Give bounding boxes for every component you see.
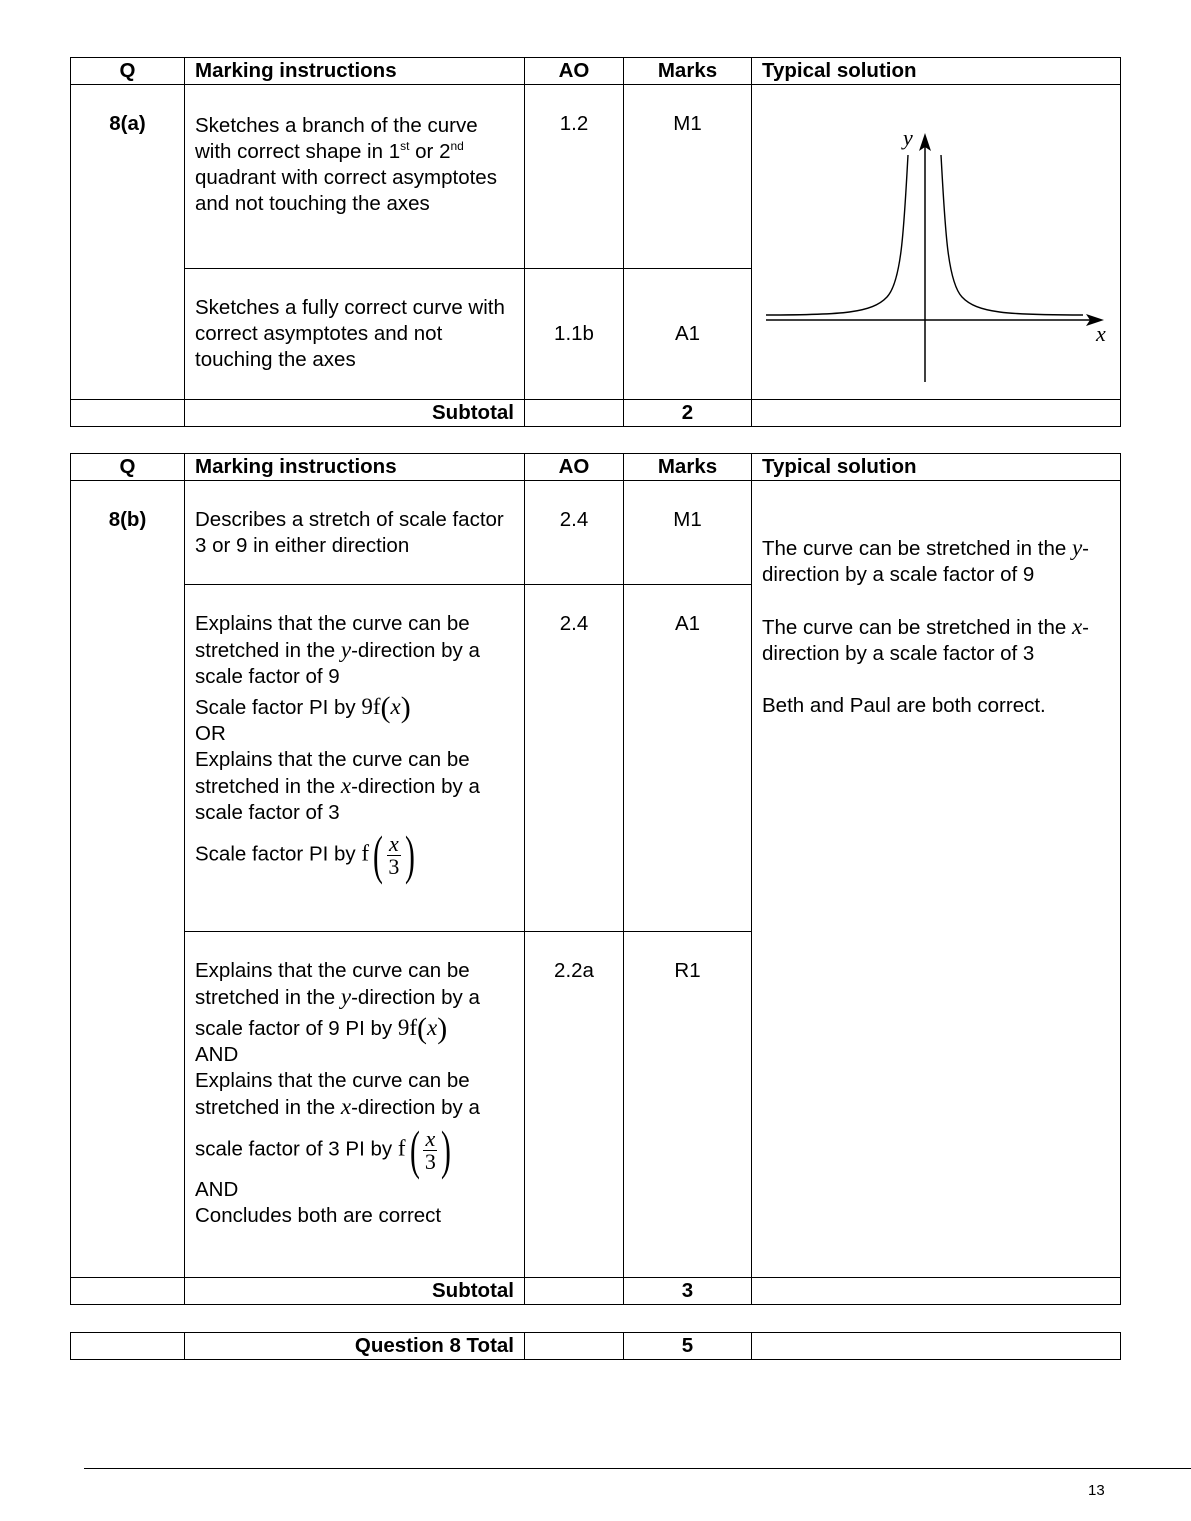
empty-cell <box>752 1333 1121 1360</box>
instr-part: scale factor of 3 PI by <box>195 1137 398 1161</box>
var-x: x <box>390 694 401 719</box>
instr-part: -direction by a scale factor of 3 <box>195 775 480 824</box>
table-8b <box>70 453 1121 1305</box>
spacer <box>762 667 1110 693</box>
mark-value: R1 <box>624 932 752 1278</box>
solution-line-1 <box>762 535 1110 588</box>
instr-line <box>195 1068 514 1121</box>
frac-den: 3 <box>388 853 400 879</box>
instr-line <box>195 611 514 690</box>
header-q: Q <box>71 454 185 481</box>
mark-value: M1 <box>624 481 752 585</box>
sol-part: The curve can be stretched in the <box>762 616 1072 639</box>
frac-num: x <box>389 830 399 856</box>
empty-cell <box>525 1278 624 1305</box>
sol-part: -direction by a scale factor of 9 <box>762 537 1089 586</box>
var-x: x <box>1071 614 1083 639</box>
paren: ( <box>373 825 383 885</box>
frac-den: 3 <box>424 1148 436 1174</box>
graph-x-label: x <box>1096 321 1106 346</box>
empty-cell <box>525 1333 624 1360</box>
var-y: y <box>1071 535 1083 560</box>
empty-cell <box>71 1278 185 1305</box>
question-number: 8(b) <box>71 481 185 1278</box>
solution-line-3: Beth and Paul are both correct. <box>762 694 1046 717</box>
instr-part: -direction by a scale factor of 9 <box>195 639 480 688</box>
paren: ( <box>417 1012 427 1045</box>
empty-cell <box>752 400 1121 427</box>
paren: ( <box>409 1120 420 1180</box>
mark-value: A1 <box>624 268 752 399</box>
subtotal-label: Subtotal <box>185 1278 525 1305</box>
instr-part: Scale factor PI by <box>195 696 362 719</box>
header-ao: AO <box>525 58 624 85</box>
var-y: y <box>340 637 352 662</box>
empty-cell <box>752 1278 1121 1305</box>
total-value: 5 <box>624 1333 752 1360</box>
footer-divider <box>84 1468 1191 1469</box>
instruction-text <box>185 932 525 1278</box>
var-x: x <box>340 1094 352 1119</box>
graph-y-label: y <box>903 125 913 150</box>
mark-value: A1 <box>624 585 752 932</box>
instr-part: Sketches a branch of the curve with correct shape in 1 <box>195 114 478 163</box>
empty-cell <box>525 400 624 427</box>
and-text: AND <box>195 1043 239 1066</box>
subtotal-value: 2 <box>624 400 752 427</box>
instr-line <box>195 1120 514 1180</box>
ao-value: 1.2 <box>525 85 624 269</box>
instr-part: scale factor of 9 PI by <box>195 1017 398 1040</box>
header-solution: Typical solution <box>752 454 1121 481</box>
header-marks: Marks <box>624 58 752 85</box>
empty-cell <box>71 400 185 427</box>
instr-line <box>195 825 514 885</box>
math-9f: 9f <box>361 694 381 719</box>
header-row <box>71 454 1121 481</box>
instr-part: Explains that the curve can be stretched in the <box>195 748 470 798</box>
hyperbola-sketch <box>752 85 1121 399</box>
or-text: OR <box>195 722 226 745</box>
var-y: y <box>340 984 352 1009</box>
row-8a-1 <box>71 85 1121 269</box>
instruction-text <box>185 585 525 932</box>
instr-part: -direction by a <box>351 1096 480 1119</box>
frac-num: x <box>425 1125 436 1151</box>
instruction-text: Sketches a fully correct curve with correct asymptotes and not touching the axes <box>185 268 525 399</box>
paren: ) <box>437 1012 448 1045</box>
paren: ( <box>380 691 391 724</box>
instr-part: Explains that the curve can be stretched in the <box>195 612 470 662</box>
paren: ) <box>441 1120 452 1180</box>
header-instructions: Marking instructions <box>185 58 525 85</box>
math-9f: 9f <box>397 1015 417 1040</box>
instr-part: -direction by a <box>351 986 480 1009</box>
instr-line <box>195 1012 514 1045</box>
sup-nd: nd <box>450 139 464 154</box>
instr-part: Explains that the curve can be stretched in the <box>195 959 470 1009</box>
header-marks: Marks <box>624 454 752 481</box>
empty-cell <box>71 1333 185 1360</box>
solution-text <box>752 481 1121 1278</box>
and-text: AND <box>195 1178 239 1201</box>
paren: ) <box>404 825 415 885</box>
solution-graph-cell <box>752 85 1121 400</box>
sol-part: The curve can be stretched in the <box>762 537 1072 560</box>
header-row <box>71 58 1121 85</box>
sup-st: st <box>400 139 410 154</box>
sol-part: -direction by a scale factor of 3 <box>762 616 1089 665</box>
instr-line <box>195 691 514 724</box>
subtotal-row <box>71 400 1121 427</box>
ao-value: 2.2a <box>525 932 624 1278</box>
instruction-text <box>185 85 525 269</box>
instr-part: or 2 <box>409 140 451 163</box>
subtotal-row <box>71 1278 1121 1305</box>
mark-value: M1 <box>624 85 752 269</box>
total-row <box>71 1333 1121 1360</box>
var-x: x <box>340 773 352 798</box>
math-f: f <box>397 1135 406 1161</box>
header-q: Q <box>71 58 185 85</box>
instr-line <box>195 958 514 1011</box>
ao-value: 2.4 <box>525 481 624 585</box>
instruction-text: Describes a stretch of scale factor 3 or 9 in either direction <box>185 481 525 585</box>
instr-line <box>195 747 514 826</box>
ao-value: 1.1b <box>525 268 624 399</box>
instr-part: Scale factor PI by <box>195 842 362 866</box>
instr-part: quadrant with correct asymptotes and not touching the axes <box>195 166 497 215</box>
table-total <box>70 1332 1121 1360</box>
subtotal-value: 3 <box>624 1278 752 1305</box>
spacer <box>762 588 1110 614</box>
total-label: Question 8 Total <box>185 1333 525 1360</box>
instr-part: Explains that the curve can be stretched in the <box>195 1069 470 1119</box>
ao-value: 2.4 <box>525 585 624 932</box>
header-ao: AO <box>525 454 624 481</box>
curve-left-branch <box>766 155 908 315</box>
header-instructions: Marking instructions <box>185 454 525 481</box>
math-f: f <box>361 840 370 866</box>
curve-right-branch <box>941 155 1083 315</box>
page-number: 13 <box>1088 1482 1105 1499</box>
paren: ) <box>400 691 411 724</box>
row-8b-1 <box>71 481 1121 585</box>
solution-line-2 <box>762 614 1110 667</box>
fraction-x-over-3 <box>423 1125 437 1174</box>
fraction-x-over-3 <box>387 830 401 879</box>
table-8a <box>70 57 1121 427</box>
subtotal-label: Subtotal <box>185 400 525 427</box>
var-x: x <box>427 1015 438 1040</box>
header-solution: Typical solution <box>752 58 1121 85</box>
conclude-text: Concludes both are correct <box>195 1204 442 1227</box>
question-number: 8(a) <box>71 85 185 400</box>
